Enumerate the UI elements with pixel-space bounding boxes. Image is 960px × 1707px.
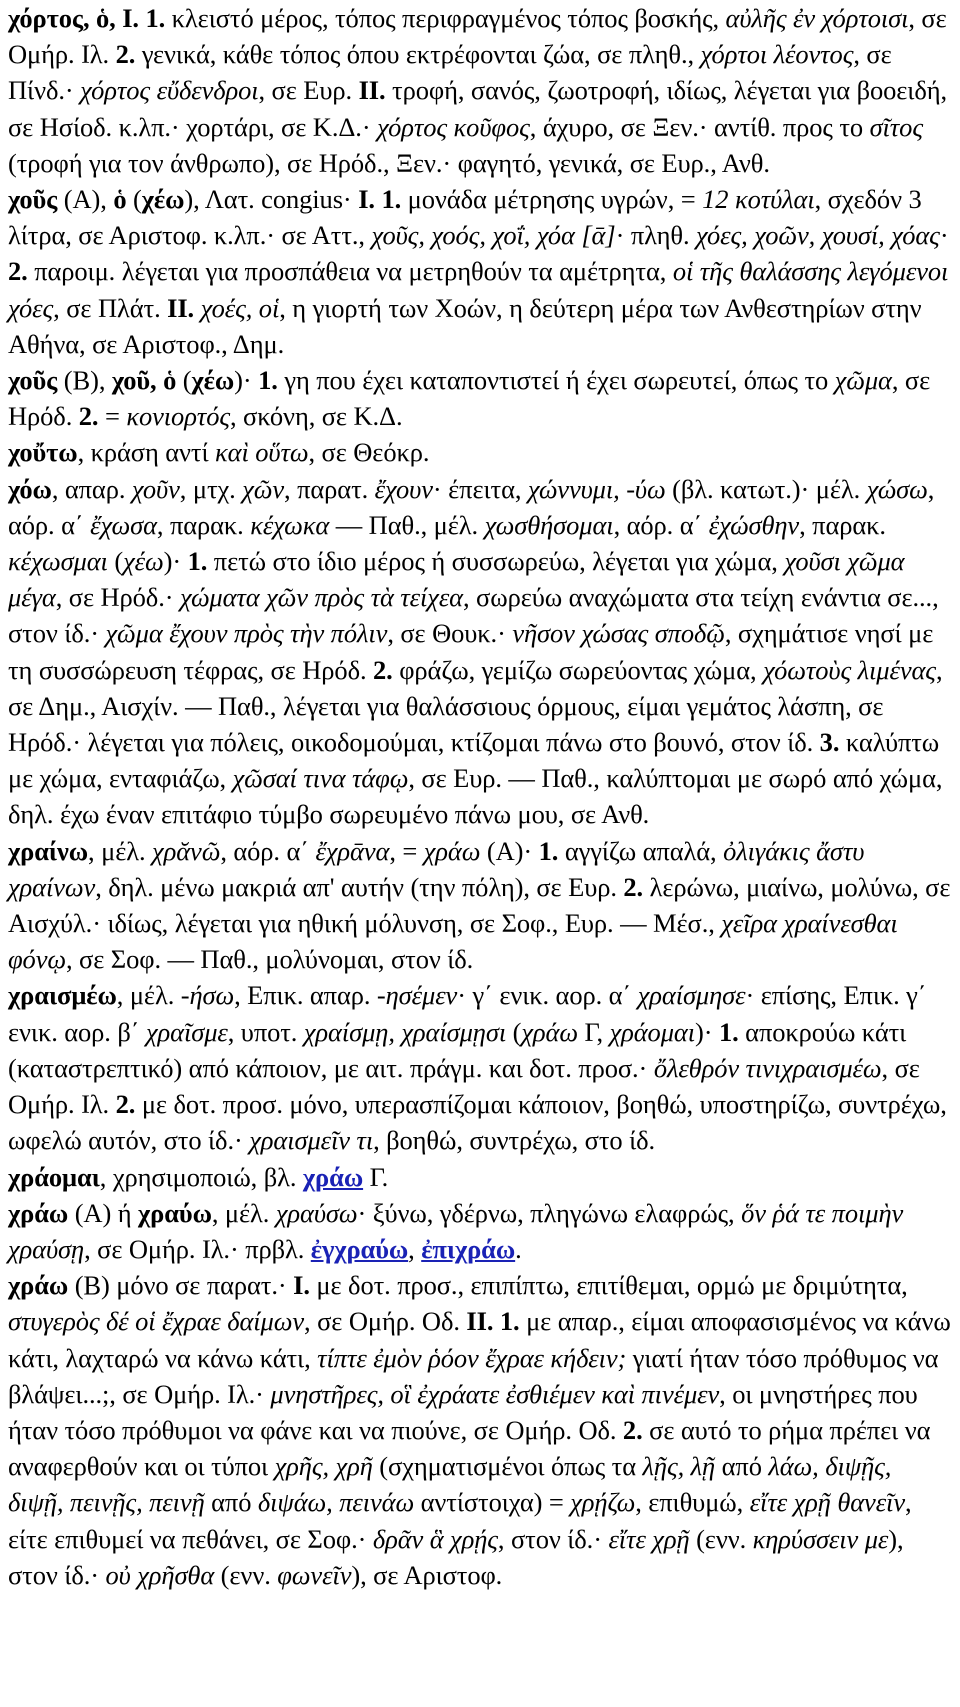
greek-citation: χρῆς, χρῆ bbox=[274, 1451, 373, 1482]
definition-text: · γ΄ ενικ. αορ. α΄ bbox=[457, 980, 638, 1011]
definition-text: ( bbox=[107, 546, 124, 577]
definition-text: γιατί ήταν τόσο πρόθυμος να βλάψει...;, σε Ομήρ. Ιλ.· bbox=[8, 1342, 939, 1409]
greek-citation: στυγερὸς δέ οἱ ἔχραε δαίμων bbox=[8, 1306, 305, 1337]
greek-citation: χραῖσμε bbox=[145, 1016, 228, 1047]
definition-text: λερώνω, μιαίνω, μολύνω, σε Αισχύλ.· ιδίως, λέγεται για ηθική μόλυνση, σε Σοφ., Ευρ. — Μέσ., bbox=[8, 871, 951, 939]
headword-or-sense-number: 3. bbox=[819, 727, 840, 758]
definition-text: (τροφή για τον άνθρωπο), σε Ηρόδ., Ξεν.· φαγητό, γενικά, σε Ευρ., Ανθ. bbox=[8, 147, 770, 178]
headword-or-sense-number: χοῦς bbox=[8, 365, 58, 396]
definition-text: , μέλ. bbox=[88, 835, 153, 866]
definition-text: , κράση αντί bbox=[77, 437, 216, 468]
dictionary-entry bbox=[8, 0, 952, 181]
definition-text: . bbox=[515, 1233, 522, 1264]
headword-or-sense-number: 2. bbox=[78, 401, 99, 432]
definition-text: , σε Ηρόδ.· bbox=[55, 582, 180, 613]
greek-citation: ὀλιγάκις ἄστυ χραίνων bbox=[8, 835, 865, 902]
definition-text: (ενν. bbox=[214, 1559, 278, 1590]
definition-text: , μέλ. bbox=[116, 980, 181, 1011]
definition-text: με δοτ. προσ. μόνο, υπερασπίζομαι κάποιον, βοηθώ, υποστηρίζω, συντρέχω, ωφελώ αυτόν, στο ίδ.· bbox=[8, 1089, 947, 1156]
greek-citation: χοῦσι χῶμα μέγα bbox=[8, 546, 905, 613]
greek-citation: χόες, χοῶν, χουσί, χόας bbox=[696, 220, 940, 251]
dictionary-entry bbox=[8, 471, 952, 833]
definition-text: με απαρ., είμαι αποφασισμένος να κάνω κάτι, λαχταρώ να κάνω κάτι, bbox=[8, 1306, 951, 1373]
headword-or-sense-number: χοῦ, ὁ bbox=[111, 365, 177, 396]
greek-citation: -ήσω bbox=[180, 980, 235, 1011]
headword-or-sense-number: χόω bbox=[8, 473, 52, 504]
greek-citation: κέχωκα bbox=[250, 509, 330, 540]
definition-text: , σε Πίνδ.· bbox=[8, 39, 892, 106]
greek-citation: 12 κοτύλαι bbox=[702, 184, 815, 215]
greek-citation: ἔχρᾱνα bbox=[315, 835, 390, 866]
greek-citation: τίπτε ἐμὸν ῥόον ἔχραε κήδειν; bbox=[317, 1342, 627, 1373]
definition-text: (Β) μόνο σε παρατ.· bbox=[68, 1270, 294, 1301]
greek-citation: οἱ τῆς θαλάσσης λεγόμενοι χόες bbox=[8, 256, 949, 323]
headword-or-sense-number: χόρτος, ὁ, I. 1. bbox=[8, 3, 166, 33]
definition-text: , δηλ. μένω μακριά απ' αυτήν (την πόλη), σε Ευρ. bbox=[95, 871, 624, 902]
greek-citation: χρῄζω bbox=[570, 1487, 636, 1518]
greek-citation: χώννυμι, -ύω bbox=[527, 473, 666, 504]
definition-text: φράζω, γεμίζω σωρεύοντας χώμα, bbox=[392, 654, 764, 685]
greek-citation: χοῦν bbox=[131, 473, 180, 504]
greek-citation: λῇς, λῇ bbox=[642, 1451, 716, 1482]
definition-text: , σωρεύω αναχώματα στα τείχη ενάντια σε..., στον ίδ.· bbox=[8, 582, 939, 649]
greek-citation: σῖτος bbox=[869, 111, 923, 142]
dictionary-entry bbox=[8, 833, 952, 978]
greek-citation: κηρύσσειν με bbox=[752, 1523, 889, 1554]
greek-citation: χόρτος κοῦφος bbox=[377, 111, 530, 142]
dictionary-entry bbox=[8, 1159, 952, 1195]
dictionary-entry bbox=[8, 362, 952, 434]
definition-text: (σχηματισμένοι όπως τα bbox=[372, 1451, 643, 1482]
definition-text: , Επικ. απαρ. bbox=[234, 980, 377, 1011]
definition-text: ( bbox=[506, 1016, 522, 1047]
definition-text: , υποτ. bbox=[227, 1016, 304, 1047]
definition-text: τροφή, σανός, ζωοτροφή, ιδίως, λέγεται για βοοειδή, σε Ησίοδ. κ.λπ.· χορτάρι, σε Κ.Δ.· bbox=[8, 75, 948, 142]
greek-citation: κέχωσμαι bbox=[8, 546, 108, 577]
definition-text: , σε Πλάτ. bbox=[53, 292, 168, 323]
definition-text: , σε Ομήρ. Ιλ. bbox=[8, 3, 947, 70]
greek-citation: αὐλῆς ἐν χόρτοισι bbox=[725, 3, 909, 33]
dictionary-entry bbox=[8, 434, 952, 470]
greek-citation: χόωτοὺς λιμένας bbox=[763, 654, 936, 685]
definition-text: γη που έχει καταποντιστεί ή έχει σωρευτεί, όπως το bbox=[277, 365, 835, 396]
greek-citation: χωσθήσομαι bbox=[484, 509, 614, 540]
headword-or-sense-number: χραισμέω bbox=[8, 980, 117, 1011]
greek-citation: εἴτε χρῇ bbox=[608, 1523, 690, 1554]
headword-or-sense-number: II. bbox=[167, 292, 195, 323]
headword-or-sense-number: 2. bbox=[623, 871, 644, 902]
greek-citation: χῶν bbox=[242, 473, 285, 504]
definition-text: Γ. bbox=[363, 1161, 389, 1192]
greek-citation: χράομαι bbox=[609, 1016, 695, 1047]
definition-text: (Α)· bbox=[480, 835, 539, 866]
greek-citation: λάω, διψῇς, διψῇ, πεινῇς, πεινῇ bbox=[8, 1451, 892, 1518]
definition-text: αντίστοιχα) = bbox=[414, 1487, 571, 1518]
definition-text: ( bbox=[126, 184, 142, 215]
greek-citation: δρᾶν ἃ χρῄς bbox=[372, 1523, 498, 1554]
headword-or-sense-number: 2. bbox=[8, 256, 28, 287]
definition-text: )· bbox=[163, 546, 188, 577]
greek-citation: εἴτε χρῇ θανεῖν bbox=[749, 1487, 905, 1518]
greek-citation: χόρτοι λέοντος bbox=[700, 39, 854, 70]
definition-text: μονάδα μέτρησης υγρών, = bbox=[401, 184, 703, 215]
greek-citation: διψάω, πεινάω bbox=[257, 1487, 415, 1518]
definition-text: πετώ στο ίδιο μέρος ή συσσωρεύω, λέγεται για χώμα, bbox=[207, 546, 785, 577]
greek-citation: κονιορτός bbox=[126, 401, 230, 432]
definition-text: , = bbox=[389, 835, 424, 866]
headword-or-sense-number: 1. bbox=[538, 835, 559, 866]
greek-citation: χρᾰνῶ bbox=[152, 835, 221, 866]
cross-reference-link[interactable]: ἐγχραύω bbox=[310, 1233, 409, 1264]
definition-text: (Α), bbox=[57, 184, 114, 215]
definition-text: , σε Ομήρ. Οδ. bbox=[304, 1306, 467, 1337]
definition-text: , οι μνηστήρες που ήταν τόσο πρόθυμοι να φάνε και να πιούνε, σε Ομήρ. Οδ. bbox=[8, 1378, 918, 1445]
greek-citation: χεῖρα χραίνεσθαι φόνῳ bbox=[8, 908, 898, 975]
cross-reference-link[interactable]: ἐπιχράω bbox=[421, 1233, 516, 1264]
definition-text: , απαρ. bbox=[51, 473, 132, 504]
cross-reference-link[interactable]: χράω bbox=[302, 1161, 364, 1192]
headword-or-sense-number: 1. bbox=[718, 1016, 739, 1047]
greek-citation: χοῦς, χοός, χοΐ, χόα [ᾱ] bbox=[371, 220, 616, 251]
definition-text: · ξύνω, γδέρνω, πληγώνω ελαφρώς, bbox=[357, 1197, 742, 1228]
definition-text: , σε Ομήρ. Ιλ.· πρβλ. bbox=[84, 1233, 311, 1264]
definition-text: · bbox=[939, 220, 949, 251]
definition-text: )· bbox=[234, 365, 259, 396]
headword-or-sense-number: 1. bbox=[187, 546, 208, 577]
definition-text: από bbox=[204, 1487, 258, 1518]
definition-text: · επίσης, Επικ. γ΄ ενικ. αορ. β΄ bbox=[8, 980, 927, 1047]
definition-text: , παρακ. bbox=[156, 509, 251, 540]
headword-or-sense-number: II. bbox=[358, 75, 386, 106]
definition-text: , παρατ. bbox=[284, 473, 375, 504]
greek-citation: χραισμεῖν τι bbox=[249, 1125, 374, 1156]
greek-citation: χόρτος εὔδενδροι bbox=[80, 75, 259, 106]
headword-or-sense-number: 2. bbox=[622, 1414, 643, 1445]
greek-citation: χοές, οἱ bbox=[200, 292, 280, 323]
dictionary-entry bbox=[8, 1195, 952, 1267]
definition-text: , σχεδόν 3 λίτρα, σε Αριστοφ. κ.λπ.· σε Αττ., bbox=[8, 184, 922, 251]
dictionary-entry bbox=[8, 1267, 952, 1593]
greek-citation: χράω bbox=[423, 835, 481, 866]
definition-text: , σχημάτισε νησί με τη συσσώρευση τέφρας, σε Ηρόδ. bbox=[8, 618, 934, 685]
definition-text: (ενν. bbox=[689, 1523, 753, 1554]
greek-citation: χῶσαί τινα τάφῳ bbox=[232, 763, 409, 794]
definition-text: , βοηθώ, συντρέχω, στο ίδ. bbox=[373, 1125, 656, 1156]
greek-citation: χῶμα ἔχουν πρὸς τὴν πόλιν bbox=[105, 618, 388, 649]
definition-text: , μτχ. bbox=[179, 473, 243, 504]
headword-or-sense-number: χέω bbox=[141, 184, 185, 215]
definition-text: , στον ίδ.· bbox=[497, 1523, 609, 1554]
definition-text: = bbox=[98, 401, 127, 432]
headword-or-sense-number: 2. bbox=[115, 39, 136, 70]
definition-text: , σε Θουκ.· bbox=[387, 618, 513, 649]
headword-or-sense-number: χοῦς bbox=[8, 184, 58, 215]
definition-text: · έπειτα, bbox=[432, 473, 528, 504]
headword-or-sense-number: χράω bbox=[8, 1270, 69, 1301]
definition-text: (βλ. κατωτ.)· μέλ. bbox=[665, 473, 867, 504]
definition-text: , σε Ευρ. — Παθ., καλύπτομαι με σωρό από χώμα, δηλ. έχω έναν επιτάφιο τύμβο σωρευμένο πάνω μου, σε Ανθ. bbox=[8, 763, 943, 830]
greek-citation: ἔχουν bbox=[374, 473, 433, 504]
definition-text: (Β), bbox=[57, 365, 112, 396]
definition-text: παροιμ. λέγεται για προσπάθεια να μετρηθούν τα αμέτρητα, bbox=[27, 256, 673, 287]
definition-text: , bbox=[408, 1233, 422, 1264]
definition-text: αγγίζω απαλά, bbox=[558, 835, 724, 866]
definition-text: , επιθυμώ, bbox=[635, 1487, 750, 1518]
dictionary-page bbox=[8, 0, 952, 1593]
definition-text: ), σε Αριστοφ. bbox=[351, 1559, 503, 1590]
definition-text: ), Λατ. congius· bbox=[184, 184, 359, 215]
headword-or-sense-number: 1. bbox=[258, 365, 278, 396]
dictionary-entry bbox=[8, 977, 952, 1158]
dictionary-entry bbox=[8, 181, 952, 362]
definition-text: , χρησιμοποιώ, βλ. bbox=[99, 1161, 303, 1192]
headword-or-sense-number: II. 1. bbox=[466, 1306, 520, 1337]
headword-or-sense-number: 2. bbox=[115, 1089, 136, 1120]
definition-text: , σκόνη, σε Κ.Δ. bbox=[230, 401, 403, 432]
definition-text: ), στον ίδ.· bbox=[8, 1523, 904, 1590]
definition-text: , αόρ. α΄ bbox=[8, 473, 935, 540]
greek-citation: χραίσμησε bbox=[637, 980, 746, 1011]
greek-citation: ἔχωσα bbox=[90, 509, 157, 540]
greek-citation: νῆσον χώσας σποδῷ bbox=[512, 618, 725, 649]
greek-citation: χραίσμῃ, χραίσμῃσι bbox=[303, 1016, 507, 1047]
greek-citation: οὐ χρῆσθα bbox=[105, 1559, 215, 1590]
greek-citation: χῶμα bbox=[834, 365, 892, 396]
greek-citation: χράω bbox=[521, 1016, 578, 1047]
definition-text: ( bbox=[176, 365, 192, 396]
definition-text: , σε Σοφ. — Παθ., μολύνομαι, στον ίδ. bbox=[65, 944, 474, 975]
headword-or-sense-number: χράω bbox=[8, 1197, 69, 1228]
headword-or-sense-number: I. 1. bbox=[358, 184, 402, 215]
definition-text: αποκρούω κάτι (καταστρεπτικό) από κάποιον, με αιτ. πράγμ. και δοτ. προσ.· bbox=[8, 1016, 907, 1083]
definition-text: , μέλ. bbox=[211, 1197, 276, 1228]
definition-text: Γ, bbox=[577, 1016, 610, 1047]
definition-text: (Α) ή bbox=[68, 1197, 139, 1228]
definition-text: · πληθ. bbox=[615, 220, 697, 251]
definition-text: , άχυρο, σε Ξεν.· αντίθ. προς το bbox=[529, 111, 870, 142]
greek-citation: ὅν ῥά τε ποιμὴν χραύσῃ bbox=[8, 1197, 904, 1264]
headword-or-sense-number: χραύω bbox=[138, 1197, 212, 1228]
greek-citation: χώσω bbox=[866, 473, 928, 504]
greek-citation: ὄλεθρόν τινιχραισμέω bbox=[653, 1052, 882, 1083]
definition-text: , αόρ. α΄ bbox=[613, 509, 709, 540]
definition-text: , σε Ηρόδ. bbox=[8, 365, 931, 432]
definition-text: , σε Ομήρ. Ιλ. bbox=[8, 1052, 920, 1120]
greek-citation: -ησέμεν bbox=[376, 980, 458, 1011]
definition-text: με δοτ. προσ., επιπίπτω, επιτίθεμαι, ορμώ με δριμύτητα, bbox=[309, 1270, 908, 1301]
definition-text: — Παθ., μέλ. bbox=[329, 509, 485, 540]
definition-text: , σε Ευρ. bbox=[258, 75, 359, 106]
greek-citation: καὶ οὕτω bbox=[215, 437, 309, 468]
definition-text: , σε Δημ., Αισχίν. — Παθ., λέγεται για θαλάσσιους όρμους, είμαι γεμάτος λάσπη, σε Ηρόδ.· λέγεται για πόλεις, οικοδομούμαι, κτίζομαι πάνω στο βουνό, στον ίδ. bbox=[8, 654, 943, 758]
greek-citation: φωνεῖν bbox=[277, 1559, 352, 1590]
greek-citation: μνηστῆρες, οἳ ἐχράατε ἐσθιέμεν καὶ πινέμεν bbox=[270, 1378, 720, 1409]
headword-or-sense-number: χράομαι bbox=[8, 1161, 100, 1192]
greek-citation: χώματα χῶν πρὸς τὰ τείχεα bbox=[179, 582, 463, 613]
headword-or-sense-number: χέω bbox=[191, 365, 235, 396]
definition-text: κλειστό μέρος, τόπος περιφραγμένος τόπος βοσκής, bbox=[165, 3, 726, 33]
definition-text: , σε Θεόκρ. bbox=[308, 437, 430, 468]
definition-text: καλύπτω με χώμα, ενταφιάζω, bbox=[8, 727, 940, 794]
greek-citation: ἐχώσθην bbox=[708, 509, 800, 540]
definition-text: , αόρ. α΄ bbox=[220, 835, 316, 866]
greek-citation: χραύσω bbox=[275, 1197, 358, 1228]
definition-text: , είτε επιθυμεί να πεθάνει, σε Σοφ.· bbox=[8, 1487, 912, 1554]
greek-citation: χέω bbox=[123, 546, 164, 577]
definition-text: )· bbox=[694, 1016, 719, 1047]
headword-or-sense-number: χοὔτω bbox=[8, 437, 78, 468]
headword-or-sense-number: 2. bbox=[373, 654, 393, 685]
definition-text: σε αυτό το ρήμα πρέπει να αναφερθούν και οι τύποι bbox=[8, 1414, 931, 1482]
definition-text: , η γιορτή των Χοών, η δεύτερη μέρα των Ανθεστηρίων στην Αθήνα, σε Αριστοφ., Δημ. bbox=[8, 292, 922, 359]
definition-text: από bbox=[715, 1451, 769, 1482]
definition-text: γενικά, κάθε τόπος όπου εκτρέφονται ζώα, σε πληθ., bbox=[135, 39, 701, 70]
definition-text: , παρακ. bbox=[799, 509, 886, 540]
headword-or-sense-number: ὁ bbox=[113, 184, 127, 215]
headword-or-sense-number: χραίνω bbox=[8, 835, 89, 866]
headword-or-sense-number: I. bbox=[293, 1270, 310, 1301]
